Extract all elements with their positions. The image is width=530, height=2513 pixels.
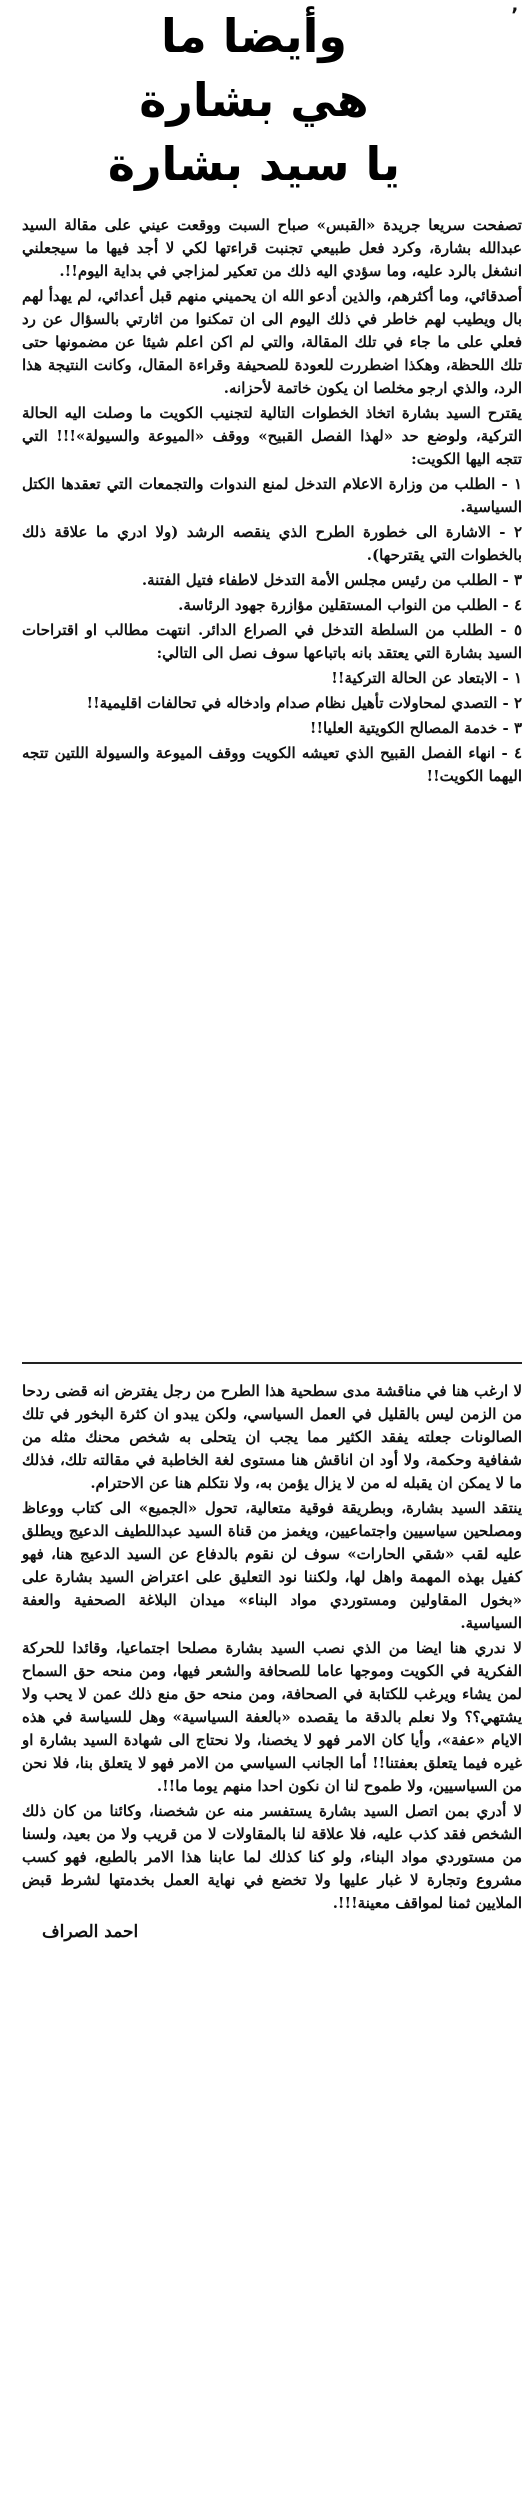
article-section-1	[22, 214, 522, 790]
list-item: ٢ - التصدي لمحاولات تأهيل نظام صدام وادخاله في تحالفات اقليمية!!	[86, 694, 522, 712]
paragraph: ينتقد السيد بشارة، وبطريقة فوقية متعالية، تحول «الجميع» الى كتاب ووعاظ ومصلحين سياسيين واجتماعيين، ويغمز من قناة السيد عبداللطيف الدعيج ويطلق عليه لقب «شقي الحارات» سوف لن نقوم بالدفاع عن السيد الدعيج هنا، فهو كفيل بهذه المهمة واهل لها، ولكننا نود التعليق على اعتراض السيد بشارة على «بخول المقاولين ومستوردي مواد البناء» ميدان البلاغة الصحفية والعفة السياسية.	[22, 1499, 522, 1632]
section-divider	[22, 1362, 522, 1364]
headline-line-3: يا سيد بشارة	[107, 137, 401, 191]
list-item: ٢ - الاشارة الى خطورة الطرح الذي ينقصه الرشد (ولا ادري ما علاقة ذلك بالخطوات التي يقترحها).	[22, 523, 522, 564]
paragraph: أصدقائي، وما أكثرهم، والذين أدعو الله ان يحميني منهم قبل أعدائي، لم يهدأ لهم بال ويطيب لهم خاطر في ذلك اليوم الى ان تمكنوا من اثارتي بالسؤال عن رد فعلي على ما جاء في تلك المقالة، والتي لم اكن اعلم شيئا عن مضمونها حتى تلك اللحظة، وهكذا اضطررت للعودة للصحيفة وقراءة المقال، وكانت النتيجة هذا الرد، والذي ارجو مخلصا ان يكون خاتمة لأحزانه.	[22, 287, 522, 397]
paragraph: تصفحت سريعا جريدة «القبس» صباح السبت ووقعت عيني على مقالة السيد عبدالله بشارة، وكرد فعل طبيعي تجنبت قراءتها لكي لا أجد فيها ما سيجعلني انشغل بالرد عليه، وما سؤدي اليه ذلك من تعكير لمزاجي في بداية اليوم!!.	[22, 216, 522, 280]
paragraph: يقترح السيد بشارة اتخاذ الخطوات التالية لتجنيب الكويت ما وصلت اليه الحالة التركية، ولوضع حد «لهذا الفصل القبيح» ووقف «الميوعة والسيولة»!!! التي تتجه اليها الكويت:	[22, 404, 522, 468]
list-item: ٤ - انهاء الفصل القبيح الذي تعيشه الكويت ووقف الميوعة والسيولة اللتين تتجه اليهما الكويت!!	[22, 744, 522, 785]
list-item: ١ - الابتعاد عن الحالة التركية!!	[331, 669, 522, 687]
article-section-2	[22, 1380, 522, 1944]
list-item: ٣ - الطلب من رئيس مجلس الأمة التدخل لاطفاء فتيل الفتنة.	[141, 571, 522, 589]
author-signature: احمد الصراف	[42, 1922, 139, 1942]
paragraph: لا أدري بمن اتصل السيد بشارة يستفسر منه عن شخصنا، وكائنا من كان ذلك الشخص فقد كذب عليه، فلا علاقة لنا بالمقاولات لا من قريب ولا من بعيد، ولسنا من مستوردي مواد البناء، ولو كنا كذلك لما عابنا هذا الامر بالطبع، فهو كسب مشروع وتجارة لا غبار عليها ولا تخضع في نهاية العمل بخدمتها لشرط قبض الملايين ثمنا لمواقف معينة!!!.	[22, 1802, 522, 1912]
headline-line-1: وأيضا ما	[161, 9, 347, 63]
list-item: ١ - الطلب من وزارة الاعلام التدخل لمنع الندوات والتجمعات التي تعقدها الكتل السياسية.	[22, 475, 522, 516]
paragraph: لا ارغب هنا في مناقشة مدى سطحية هذا الطرح من رجل يفترض انه قضى ردحا من الزمن ليس بالقليل في العمل السياسي، ولكن يبدو ان كثرة البخور في تلك الصالونات جعلته يفقد الكثير مما يجب ان يتحلى به شخص محنك مثله من شفافية وحكمة، ولا أود ان اناقش هنا مستوى لغة الخاطبة في مقالته تلك، فذلك ما لا يمكن ان يقبله له من لا يزال يؤمن به، ولا نتكلم هنا عن الاحترام.	[22, 1382, 522, 1492]
headline	[8, 4, 500, 196]
headline-line-2: هي بشارة	[139, 73, 369, 127]
paragraph: لا ندري هنا ايضا من الذي نصب السيد بشارة مصلحا اجتماعيا، وقائدا للحركة الفكرية في الكويت وموجها عاما للصحافة والشعر فيها، ومن منحه حق السماح لمن يشاء ويرغب للكتابة في الصحافة، ومن منحه حق منع ذلك عمن لا يحب ولا يشتهي؟؟ ولا نعلم بالدقة ما يقصده «بالعفة السياسية» وهل للسياسة في هذه الايام «عفة»، وأيا كان الامر فهو لا يخصنا، ولا نحتاج الى شهادة السيد بشارة او غيره فيما يتعلق بعفتنا!! أما الجانب السياسي من الامر فهو لا يتعلق بنا، فلا نحن من السياسيين، ولا طموح لنا ان نكون احدا منهم يوما ما!!.	[22, 1639, 522, 1795]
list-item: ٣ - خدمة المصالح الكويتية العليا!!	[309, 719, 522, 737]
corner-mark: ٬	[511, 4, 518, 30]
list-item: ٥ - الطلب من السلطة التدخل في الصراع الدائر. انتهت مطالب او اقتراحات السيد بشارة التي يعتقد بانه باتباعها سوف نصل الى التالي:	[22, 621, 522, 662]
list-item: ٤ - الطلب من النواب المستقلين مؤازرة جهود الرئاسة.	[178, 596, 522, 614]
